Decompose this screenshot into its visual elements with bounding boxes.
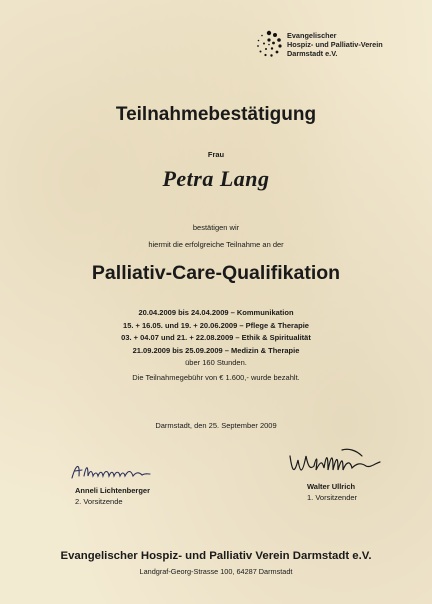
module-item: 21.09.2009 bis 25.09.2009 – Medizin & Therapie: [132, 345, 300, 355]
module-item: 20.04.2009 bis 24.04.2009 – Kommunikation: [138, 308, 294, 317]
signer-role: 2. Vorsitzende: [75, 496, 123, 506]
footer-address: Landgraf-Georg-Strasse 100, 64287 Darmstadt: [139, 567, 293, 576]
signer-name: Walter Ullrich: [307, 482, 356, 491]
org-header: [287, 31, 427, 58]
signer-left: [75, 486, 150, 507]
dotted-circle-logo-icon: [254, 29, 284, 59]
salutation: Frau: [207, 150, 225, 159]
fee-text: Die Teilnahmegebühr von € 1.600,- wurde bezahlt.: [132, 373, 300, 382]
signature-right: [286, 446, 386, 481]
org-header-line: Hospiz- und Palliativ-Verein: [287, 40, 383, 49]
confirms-line: bestätigen wir: [192, 223, 240, 232]
qualification-title: Palliativ-Care-Qualifikation: [91, 262, 341, 284]
module-item: 03. + 04.07 und 21. + 22.08.2009 – Ethik & Spiritualität: [121, 333, 311, 343]
place-date: Darmstadt, den 25. September 2009: [155, 421, 277, 430]
org-header-line: Evangelischer: [287, 31, 337, 40]
org-header-line: Darmstadt e.V.: [287, 49, 338, 58]
module-list: [0, 307, 432, 357]
hours-text: über 160 Stunden.: [185, 358, 247, 367]
signer-right: [307, 482, 357, 503]
module-item: 15. + 16.05. und 19. + 20.06.2009 – Pflege & Therapie: [123, 320, 309, 330]
footer-org-name: Evangelischer Hospiz- und Palliativ Verein Darmstadt e.V.: [60, 550, 372, 562]
signer-role: 1. Vorsitzender: [307, 492, 358, 502]
participant-name: Petra Lang: [162, 166, 270, 191]
certificate-title: Teilnahmebestätigung: [115, 104, 317, 125]
signature-left: [66, 456, 166, 486]
signer-name: Anneli Lichtenberger: [75, 486, 151, 495]
participation-line: hiermit die erfolgreiche Teilnahme an der: [148, 240, 284, 249]
